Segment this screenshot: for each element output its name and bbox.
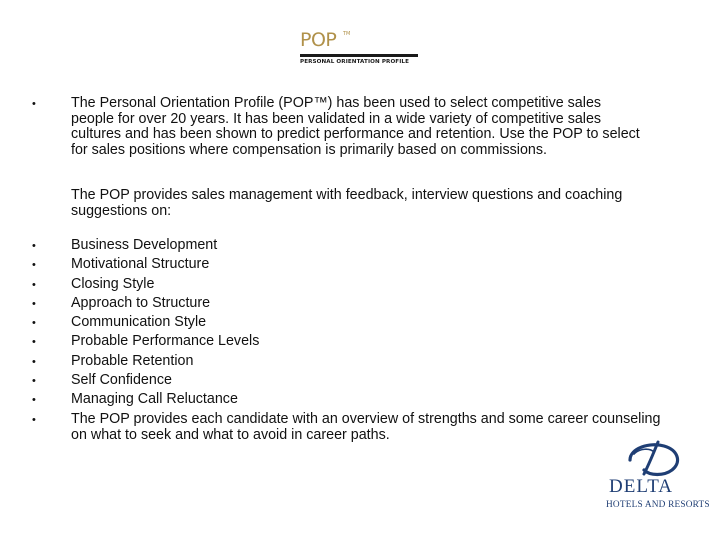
topic-text: Closing Style: [71, 275, 155, 292]
topic-text: Managing Call Reluctance: [71, 391, 238, 408]
topic-text: Probable Performance Levels: [71, 333, 260, 350]
list-item: [0, 333, 720, 352]
list-item: [0, 353, 720, 372]
bullet: •: [32, 297, 36, 310]
topic-text: Approach to Structure: [71, 294, 211, 311]
delta-brand-name: DELTA: [609, 476, 673, 497]
bullet: •: [32, 278, 36, 291]
second-paragraph: The POP provides sales management with feedback, interview questions and coaching suggestions on:: [71, 187, 623, 219]
bullet: •: [32, 413, 36, 426]
intro-paragraph: The Personal Orientation Profile (POP™) has been used to select competitive sales people for over 20 years. It has been validated in a wide variety of competitive sales cultures and has been shown to predict performance and retention. Use the POP to select for sales positions where compensation is primarily based on commissions.: [71, 95, 640, 158]
pop-logo-trademark: TM: [343, 31, 351, 37]
list-item: [0, 295, 720, 314]
pop-logo-subtitle: PERSONAL ORIENTATION PROFILE: [300, 59, 409, 65]
bullet: •: [32, 317, 36, 330]
pop-logo-bar: [300, 54, 418, 57]
bullet: •: [32, 240, 36, 252]
list-item: [0, 276, 720, 295]
bullet: •: [32, 259, 36, 272]
delta-brand-tagline: HOTELS AND RESORTS: [606, 500, 710, 510]
delta-swirl-icon: [620, 440, 692, 478]
closing-item-text: The POP provides each candidate with an overview of strengths and some career counseling on what to seek and what to avoid in career paths.: [71, 410, 661, 443]
bullet: •: [32, 336, 36, 349]
list-item: [0, 391, 720, 410]
topic-list: [0, 237, 720, 451]
bullet: •: [32, 355, 36, 368]
bullet: •: [32, 375, 36, 388]
pop-logo: [300, 29, 420, 69]
topic-text: Self Confidence: [71, 372, 172, 389]
topic-text: Business Development: [71, 237, 218, 253]
list-item: [0, 314, 720, 333]
list-item: [0, 237, 720, 256]
topic-text: Probable Retention: [71, 352, 194, 369]
bullet: •: [32, 98, 36, 110]
list-item: [0, 256, 720, 275]
list-item: [0, 372, 720, 391]
delta-logo: [606, 440, 710, 520]
pop-logo-word: POP: [300, 29, 337, 51]
bullet: •: [32, 394, 36, 407]
topic-text: Communication Style: [71, 314, 207, 331]
topic-text: Motivational Structure: [71, 256, 210, 273]
